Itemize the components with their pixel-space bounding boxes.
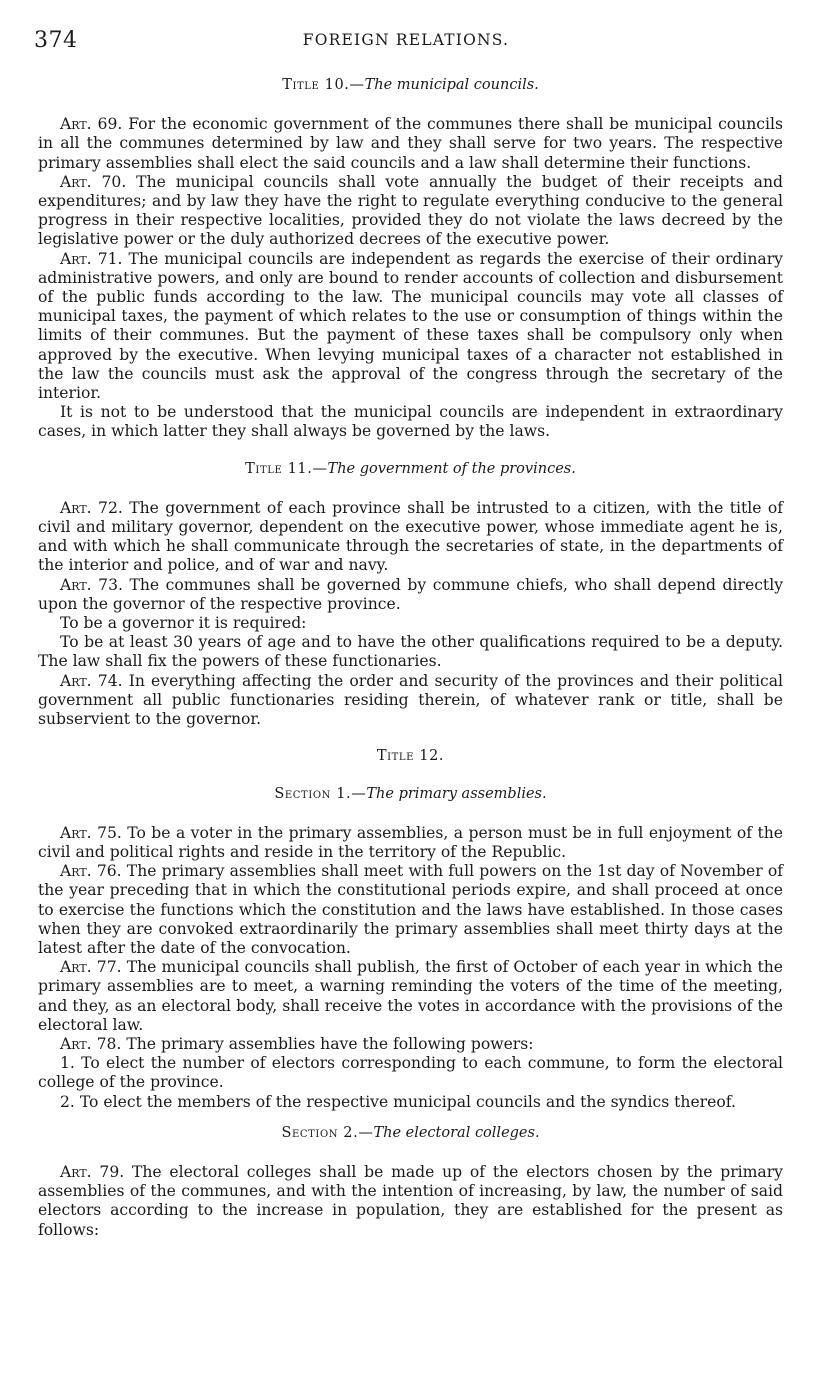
article-paragraph: Art. 75. To be a voter in the primary assemblies, a person must be in full enjoyment of the civil and political rights and reside in the territory of the Republic. [38, 823, 783, 861]
running-head: FOREIGN RELATIONS. [302, 31, 510, 49]
section-subtitle: Section 1.—The primary assemblies. [274, 785, 547, 802]
article-paragraph: Art. 73. The communes shall be governed by commune chiefs, who shall depend directly upon the governor of the respective province. [38, 575, 783, 613]
list-item: 1. To elect the number of electors corresponding to each commune, to form the electoral college of the province. [38, 1054, 783, 1092]
article-paragraph: Art. 74. In everything affecting the order and security of the provinces and their political government all public functionaries residing therein, of whatever rank or title, shall be subservient to the governor. [38, 671, 783, 729]
article-paragraph: Art. 77. The municipal councils shall publish, the first of October of each year in which the primary assemblies are to meet, a warning reminding the voters of the time of the meeting, and they, as an electoral body, shall receive the votes in accordance with the provisions of the electoral law. [38, 958, 783, 1034]
section-title: Title 10.—The municipal councils. [282, 77, 539, 93]
article-paragraph: Art. 79. The electoral colleges shall be made up of the electors chosen by the primary assemblies of the communes, and with the intention of increasing, by law, the number of said electors according to the increase in population, they are established for the present as follows: [38, 1162, 783, 1239]
article-paragraph: Art. 78. The primary assemblies have the following powers: [60, 1034, 534, 1053]
section-subtitle: Section 2.—The electoral colleges. [281, 1124, 540, 1141]
section-title: Title 11.—The government of the provinces. [245, 460, 576, 477]
page-header [34, 28, 778, 54]
article-paragraph: Art. 72. The government of each province shall be intrusted to a citizen, with the title of civil and military governor, dependent on the executive power, whose immediate agent he is, and with which he shall communicate through the secretaries of state, in the departments of the interior and police, and of war and navy. [38, 498, 783, 575]
text-paragraph: To be a governor it is required: [60, 614, 307, 633]
document-body [38, 72, 783, 1240]
text-paragraph: To be at least 30 years of age and to have the other qualifications required to be a deputy. The law shall fix the powers of these functionaries. [38, 633, 783, 671]
list-item: 2. To elect the members of the respective municipal councils and the syndics thereof. [60, 1092, 736, 1111]
page-number: 374 [34, 28, 78, 53]
text-paragraph: It is not to be understood that the municipal councils are independent in extraordinary cases, in which latter they shall always be governed by the laws. [38, 403, 783, 441]
article-paragraph: Art. 71. The municipal councils are independent as regards the exercise of their ordinary administrative powers, and only are bound to render accounts of collection and disbursement of the public funds according to the law. The municipal councils may vote all classes of municipal taxes, the payment of which relates to the use or consumption of things within the limits of their communes. But the payment of these taxes shall be compulsory only when approved by the executive. When levying municipal taxes of a character not established in the law the councils must ask the approval of the congress through the secretary of the interior. [38, 249, 783, 403]
article-paragraph: Art. 69. For the economic government of the communes there shall be municipal councils in all the communes determined by law and they shall serve for two years. The respective primary assemblies shall elect the said councils and a law shall determine their functions. [38, 115, 783, 172]
article-paragraph: Art. 70. The municipal councils shall vote annually the budget of their receipts and expenditures; and by law they have the right to regulate everything conducive to the general progress in their respective localities, provided they do not violate the laws decreed by the legislative power or the duly authorized decrees of the executive power. [38, 172, 783, 249]
section-title: Title 12. [376, 748, 445, 765]
article-paragraph: Art. 76. The primary assemblies shall meet with full powers on the 1st day of November of the year preceding that in which the constitutional periods expire, and shall proceed at once to exercise the functions which the constitution and the laws have established. In those cases when they are convoked extraordinarily the primary assemblies shall meet thirty days at the latest after the date of the convocation. [38, 862, 783, 957]
